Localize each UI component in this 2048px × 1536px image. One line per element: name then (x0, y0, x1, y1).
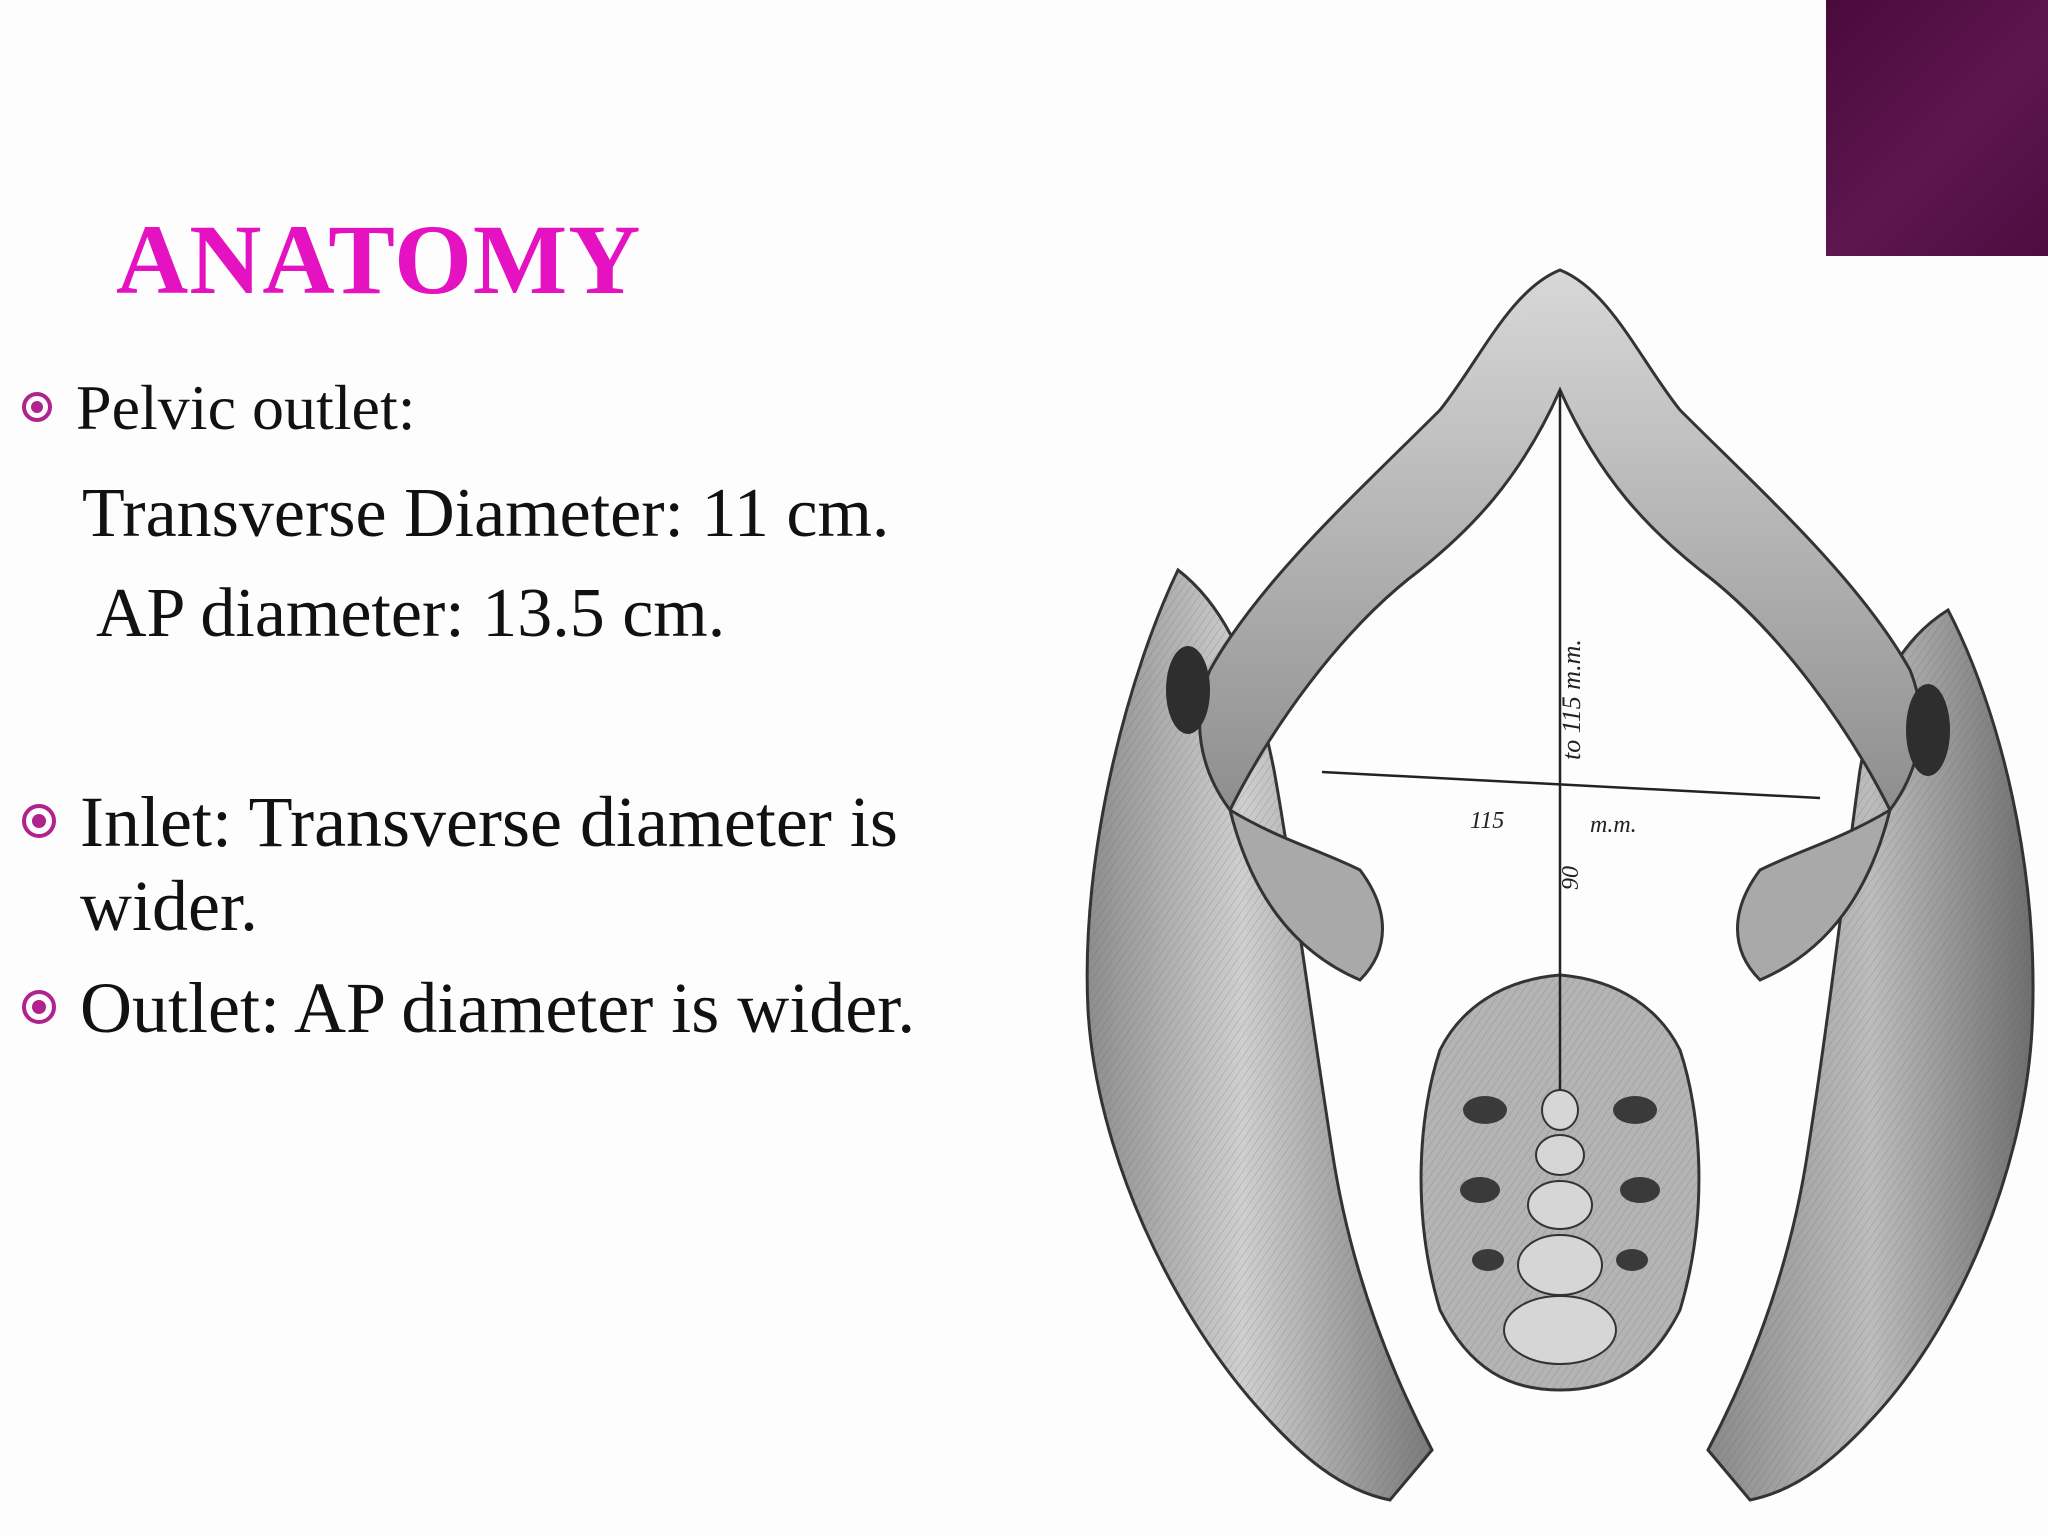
bullet-list (22, 368, 1032, 1050)
bullet-text: Outlet: AP diameter is wider. (80, 968, 916, 1048)
corner-accent-block (1826, 0, 2048, 256)
bullet-item-inlet (22, 780, 1032, 948)
pelvis-illustration (1060, 250, 2048, 1536)
right-acetabulum (1906, 684, 1950, 776)
vertical-measure-label-lower: 90 (1558, 866, 1584, 890)
slide-title: ANATOMY (116, 204, 642, 315)
bullet-item-pelvic-outlet (22, 368, 1032, 448)
vertical-measure-label: to 115 m.m. (1557, 639, 1586, 760)
sub-line-transverse-diameter: Transverse Diameter: 11 cm. (82, 475, 890, 552)
transverse-measure-line (1322, 772, 1820, 798)
bullet-circle-icon (22, 392, 52, 422)
horizontal-measure-number: 115 (1470, 808, 1505, 834)
sub-line-ap-diameter: AP diameter: 13.5 cm. (96, 575, 726, 652)
bullet-circle-icon (22, 990, 56, 1024)
bullet-text: Pelvic outlet: (76, 372, 416, 443)
bullet-text: Inlet: Transverse diameter is wider. (80, 782, 898, 946)
horizontal-measure-unit: m.m. (1590, 812, 1637, 838)
left-acetabulum (1166, 646, 1210, 734)
bullet-circle-icon (22, 804, 56, 838)
bullet-item-outlet (22, 966, 1032, 1050)
